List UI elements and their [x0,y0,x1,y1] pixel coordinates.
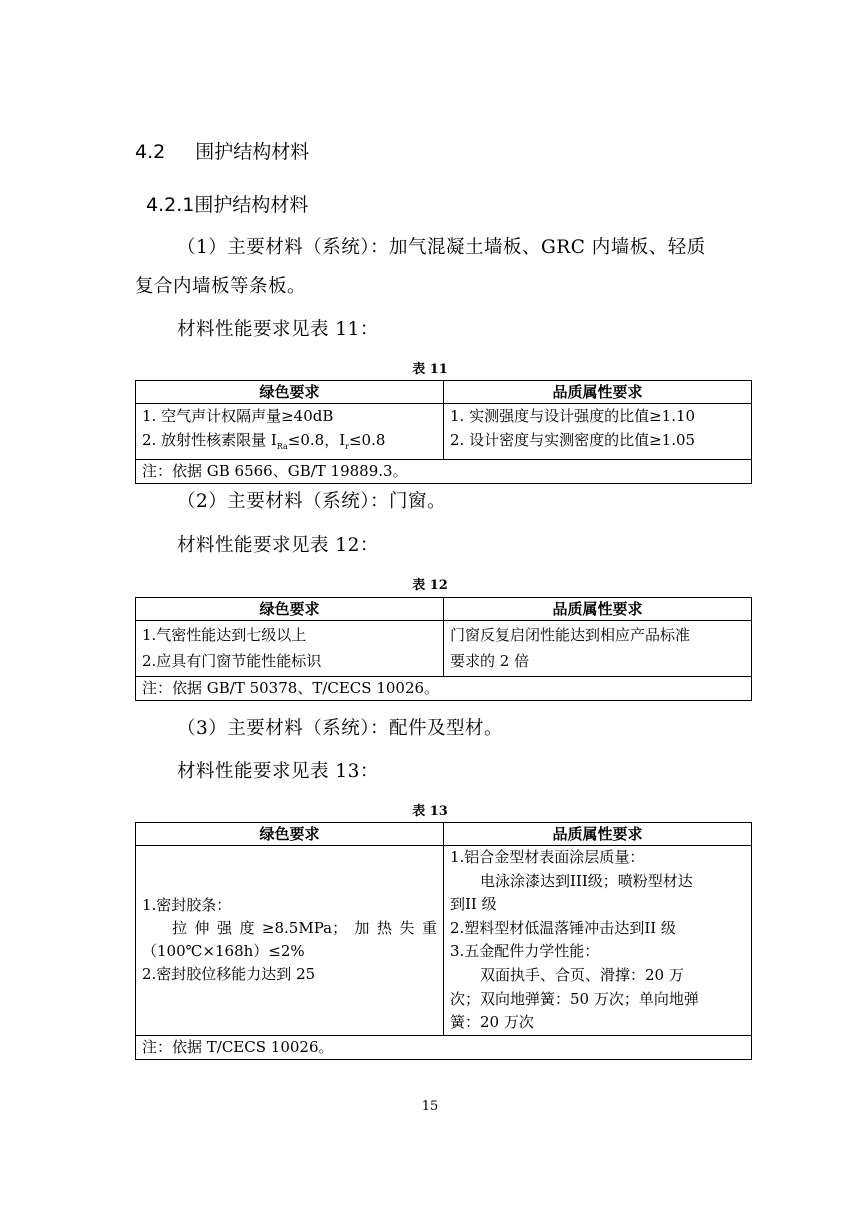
table-13-green-line-2: 拉伸强度≥8.5MPa；加热失重 [172,919,437,938]
paragraph-1-line-2: 复合内墙板等条板。 [135,276,307,297]
paragraph-5: （3）主要材料（系统）：配件及型材。 [177,718,504,739]
table-13-note: 注：依据 T/CECS 10026。 [136,1035,752,1059]
paragraph-2: 材料性能要求见表 11： [177,319,379,340]
section-heading [135,137,309,164]
table-13-green-line-1: 1.密封胶条： [142,896,232,915]
page-number: 15 [421,1099,439,1114]
paragraph-1-line-1: （1）主要材料（系统）：加气混凝土墙板、GRC 内墙板、轻质 [177,237,706,258]
paragraph-3: （2）主要材料（系统）：门窗。 [177,491,447,512]
table-11 [135,380,752,484]
section-title: 围护结构材料 [195,141,310,163]
table-13 [135,822,752,1060]
table-11-quality-item-1: 1. 实测强度与设计强度的比值≥1.10 [450,407,696,425]
table-13-green-cell [136,846,444,1036]
table-12-header-quality: 品质属性要求 [444,598,752,621]
subsection-heading: 4.2.1围护结构材料 [146,194,309,216]
table-12-green-cell [136,621,444,677]
table-13-header-quality: 品质属性要求 [444,823,752,846]
table-13-green-line-3: （100℃×168h）≤2% [142,942,305,961]
table-12-quality-line-2: 要求的 2 倍 [450,652,530,670]
table-13-quality-line-1: 1.铝合金型材表面涂层质量： [450,848,645,866]
table-13-caption: 表 13 [412,804,448,819]
table-11-note: 注：依据 GB 6566、GB/T 19889.3。 [136,460,752,484]
table-12-green-item-1: 1.气密性能达到七级以上 [142,626,307,644]
section-number: 4.2 [135,141,166,163]
table-13-green-line-4: 2.密封胶位移能力达到 25 [142,965,316,984]
table-12-green-item-2: 2.应具有门窗节能性能标识 [142,652,322,670]
table-11-quality-cell [444,404,752,460]
table-13-quality-line-6: 双面执手、合页、滑撑：20 万 [480,965,684,984]
table-11-header-green: 绿色要求 [136,381,444,404]
table-row [136,846,752,1036]
table-12 [135,597,752,701]
table-13-quality-line-7: 次；双向地弹簧：50 万次；单向地弹 [450,989,699,1008]
table-13-quality-line-5: 3.五金配件力学性能： [450,942,600,961]
table-12-note: 注：依据 GB/T 50378、T/CECS 10026。 [136,677,752,701]
table-13-header-green: 绿色要求 [136,823,444,846]
table-13-quality-cell [444,846,752,1036]
table-12-quality-line-1: 门窗反复启闭性能达到相应产品标准 [450,626,691,644]
table-12-quality-cell [444,621,752,677]
table-13-quality-line-4: 2.塑料型材低温落锤冲击达到II 级 [450,918,676,937]
table-row [136,404,752,460]
table-11-green-item-2: 2. 放射性核素限量 $I_{Ra}\le 0.8$，$I_r\le 0.8$ [142,431,386,451]
table-row [136,621,752,677]
table-13-quality-line-2: 电泳涂漆达到III级；喷粉型材达 [480,871,693,890]
table-13-quality-line-8: 簧：20 万次 [450,1013,534,1032]
table-11-green-cell [136,404,444,460]
table-12-header-green: 绿色要求 [136,598,444,621]
table-13-quality-line-3: 到II 级 [450,895,497,914]
table-12-caption: 表 12 [412,578,448,593]
paragraph-4: 材料性能要求见表 12： [177,535,379,556]
table-11-green-item-1: 1. 空气声计权隔声量≥40dB [142,407,334,425]
paragraph-6: 材料性能要求见表 13： [177,761,379,782]
table-11-caption: 表 11 [412,362,448,377]
table-11-header-quality: 品质属性要求 [444,381,752,404]
table-11-quality-item-2: 2. 设计密度与实测密度的比值≥1.05 [450,431,696,449]
